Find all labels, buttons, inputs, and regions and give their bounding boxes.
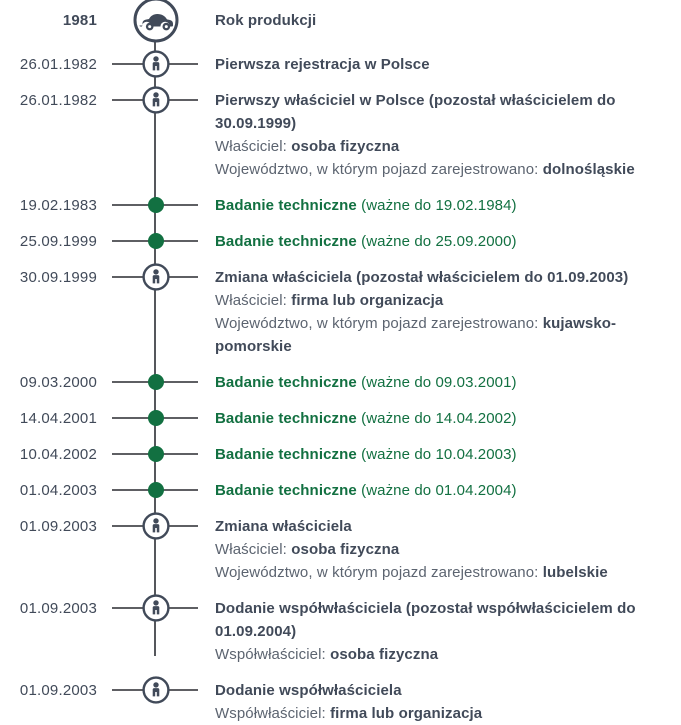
event-date: 01.04.2003	[19, 482, 97, 499]
event-content	[215, 9, 681, 32]
event-date: 01.09.2003	[19, 682, 97, 699]
timeline-event-row	[0, 53, 681, 76]
event-title-suffix: (ważne do 25.09.2000)	[356, 233, 517, 250]
event-title	[215, 515, 681, 538]
event-date: 01.09.2003	[19, 600, 97, 617]
event-icon-holder	[142, 50, 170, 78]
event-node	[97, 371, 215, 394]
event-title-main: Pierwsza rejestracja w Polsce	[215, 56, 430, 73]
timeline-event-row	[0, 266, 681, 358]
event-icon-holder	[148, 410, 164, 426]
event-icon-holder	[142, 512, 170, 540]
timeline-event-row	[0, 597, 681, 666]
event-icon-holder	[142, 676, 170, 704]
detail-value: kujawsko-pomorskie	[215, 315, 617, 355]
person-icon	[142, 594, 170, 622]
event-content	[215, 515, 681, 584]
person-icon	[142, 50, 170, 78]
event-detail-line	[215, 135, 681, 158]
event-date: 01.09.2003	[19, 518, 97, 535]
event-date: 1981	[62, 12, 97, 29]
timeline-event-row	[0, 407, 681, 430]
event-detail-line	[215, 538, 681, 561]
event-title	[215, 53, 681, 76]
timeline-event-row	[0, 443, 681, 466]
detail-value: firma lub organizacja	[291, 292, 444, 309]
event-node	[97, 479, 215, 502]
person-icon	[142, 512, 170, 540]
event-detail-line	[215, 561, 681, 584]
car-icon	[132, 0, 180, 44]
event-title-main: Badanie techniczne	[215, 374, 357, 391]
event-content	[215, 194, 681, 217]
timeline-event-row	[0, 230, 681, 253]
event-title-main: Badanie techniczne	[215, 410, 357, 427]
event-title-main: Badanie techniczne	[215, 446, 357, 463]
inspection-dot-icon	[148, 482, 164, 498]
event-node	[97, 53, 215, 76]
event-detail-line	[215, 158, 681, 181]
event-content	[215, 597, 681, 666]
event-date: 19.02.1983	[19, 197, 97, 214]
inspection-dot-icon	[148, 197, 164, 213]
event-title-suffix: (ważne do 09.03.2001)	[356, 374, 517, 391]
timeline-event-row	[0, 89, 681, 181]
detail-value: lubelskie	[542, 564, 608, 581]
event-node	[97, 597, 215, 666]
event-icon-holder	[142, 86, 170, 114]
event-title	[215, 371, 681, 394]
event-title-main: Badanie techniczne	[215, 233, 357, 250]
event-title	[215, 266, 681, 289]
inspection-dot-icon	[148, 374, 164, 390]
event-details	[215, 135, 681, 181]
event-content	[215, 371, 681, 394]
inspection-dot-icon	[148, 446, 164, 462]
event-date: 25.09.1999	[19, 233, 97, 250]
event-title	[215, 9, 681, 32]
event-details	[215, 643, 681, 666]
event-content	[215, 679, 681, 725]
event-title-main: Rok produkcji	[215, 12, 317, 29]
event-title	[215, 407, 681, 430]
event-content	[215, 53, 681, 76]
event-details	[215, 289, 681, 358]
person-icon	[142, 86, 170, 114]
inspection-dot-icon	[148, 410, 164, 426]
detail-label: Właściciel:	[215, 541, 287, 558]
detail-label: Współwłaściciel:	[215, 646, 326, 663]
detail-value: osoba fizyczna	[291, 138, 400, 155]
inspection-dot-icon	[148, 233, 164, 249]
timeline-rows	[0, 9, 681, 725]
timeline-event-row	[0, 515, 681, 584]
event-date: 14.04.2001	[19, 410, 97, 427]
timeline-event-row	[0, 479, 681, 502]
event-node	[97, 679, 215, 725]
event-title	[215, 443, 681, 466]
event-icon-holder	[142, 263, 170, 291]
detail-label: Województwo, w którym pojazd zarejestrowano:	[215, 564, 539, 581]
event-title	[215, 230, 681, 253]
event-icon-holder	[142, 594, 170, 622]
event-title-suffix: (ważne do 10.04.2003)	[356, 446, 517, 463]
event-title	[215, 194, 681, 217]
event-node	[97, 407, 215, 430]
event-icon-holder	[148, 233, 164, 249]
event-content	[215, 407, 681, 430]
event-icon-holder	[148, 446, 164, 462]
detail-value: dolnośląskie	[542, 161, 635, 178]
timeline-event-row	[0, 9, 681, 32]
event-title	[215, 597, 681, 643]
detail-label: Właściciel:	[215, 138, 287, 155]
person-icon	[142, 676, 170, 704]
event-details	[215, 538, 681, 584]
event-node	[97, 230, 215, 253]
event-title-main: Zmiana właściciela (pozostał właścicielem do 01.09.2003)	[215, 269, 629, 286]
event-node	[97, 194, 215, 217]
event-date: 09.03.2000	[19, 374, 97, 391]
event-title-main: Pierwszy właściciel w Polsce (pozostał właścicielem do 30.09.1999)	[215, 92, 616, 132]
event-date: 26.01.1982	[19, 92, 97, 109]
detail-value: osoba fizyczna	[330, 646, 439, 663]
event-icon-holder	[148, 197, 164, 213]
event-title	[215, 89, 681, 135]
event-node	[97, 9, 215, 32]
person-icon	[142, 263, 170, 291]
event-detail-line	[215, 312, 681, 358]
event-content	[215, 443, 681, 466]
event-title-main: Dodanie współwłaściciela (pozostał współwłaścicielem do 01.09.2004)	[215, 600, 636, 640]
detail-label: Współwłaściciel:	[215, 705, 326, 722]
event-title-suffix: (ważne do 19.02.1984)	[356, 197, 517, 214]
event-title-suffix: (ważne do 14.04.2002)	[356, 410, 517, 427]
detail-label: Województwo, w którym pojazd zarejestrowano:	[215, 161, 539, 178]
timeline-event-row	[0, 371, 681, 394]
event-date: 26.01.1982	[19, 56, 97, 73]
timeline-event-row	[0, 679, 681, 725]
event-content	[215, 230, 681, 253]
event-node	[97, 266, 215, 358]
event-content	[215, 266, 681, 358]
event-node	[97, 515, 215, 584]
event-content	[215, 479, 681, 502]
event-detail-line	[215, 643, 681, 666]
detail-label: Właściciel:	[215, 292, 287, 309]
event-icon-holder	[148, 374, 164, 390]
event-title-main: Badanie techniczne	[215, 197, 357, 214]
event-title-main: Zmiana właściciela	[215, 518, 352, 535]
event-detail-line	[215, 289, 681, 312]
event-node	[97, 443, 215, 466]
event-title-suffix: (ważne do 01.04.2004)	[356, 482, 517, 499]
event-content	[215, 89, 681, 181]
event-icon-holder	[148, 482, 164, 498]
event-details	[215, 702, 681, 725]
event-date: 10.04.2002	[19, 446, 97, 463]
event-title	[215, 479, 681, 502]
detail-label: Województwo, w którym pojazd zarejestrowano:	[215, 315, 539, 332]
event-title-main: Badanie techniczne	[215, 482, 357, 499]
detail-value: firma lub organizacja	[330, 705, 483, 722]
event-node	[97, 89, 215, 181]
detail-value: osoba fizyczna	[291, 541, 400, 558]
event-detail-line	[215, 702, 681, 725]
event-date: 30.09.1999	[19, 269, 97, 286]
event-icon-holder	[132, 0, 180, 44]
event-title-main: Dodanie współwłaściciela	[215, 682, 402, 699]
event-title	[215, 679, 681, 702]
timeline-event-row	[0, 194, 681, 217]
